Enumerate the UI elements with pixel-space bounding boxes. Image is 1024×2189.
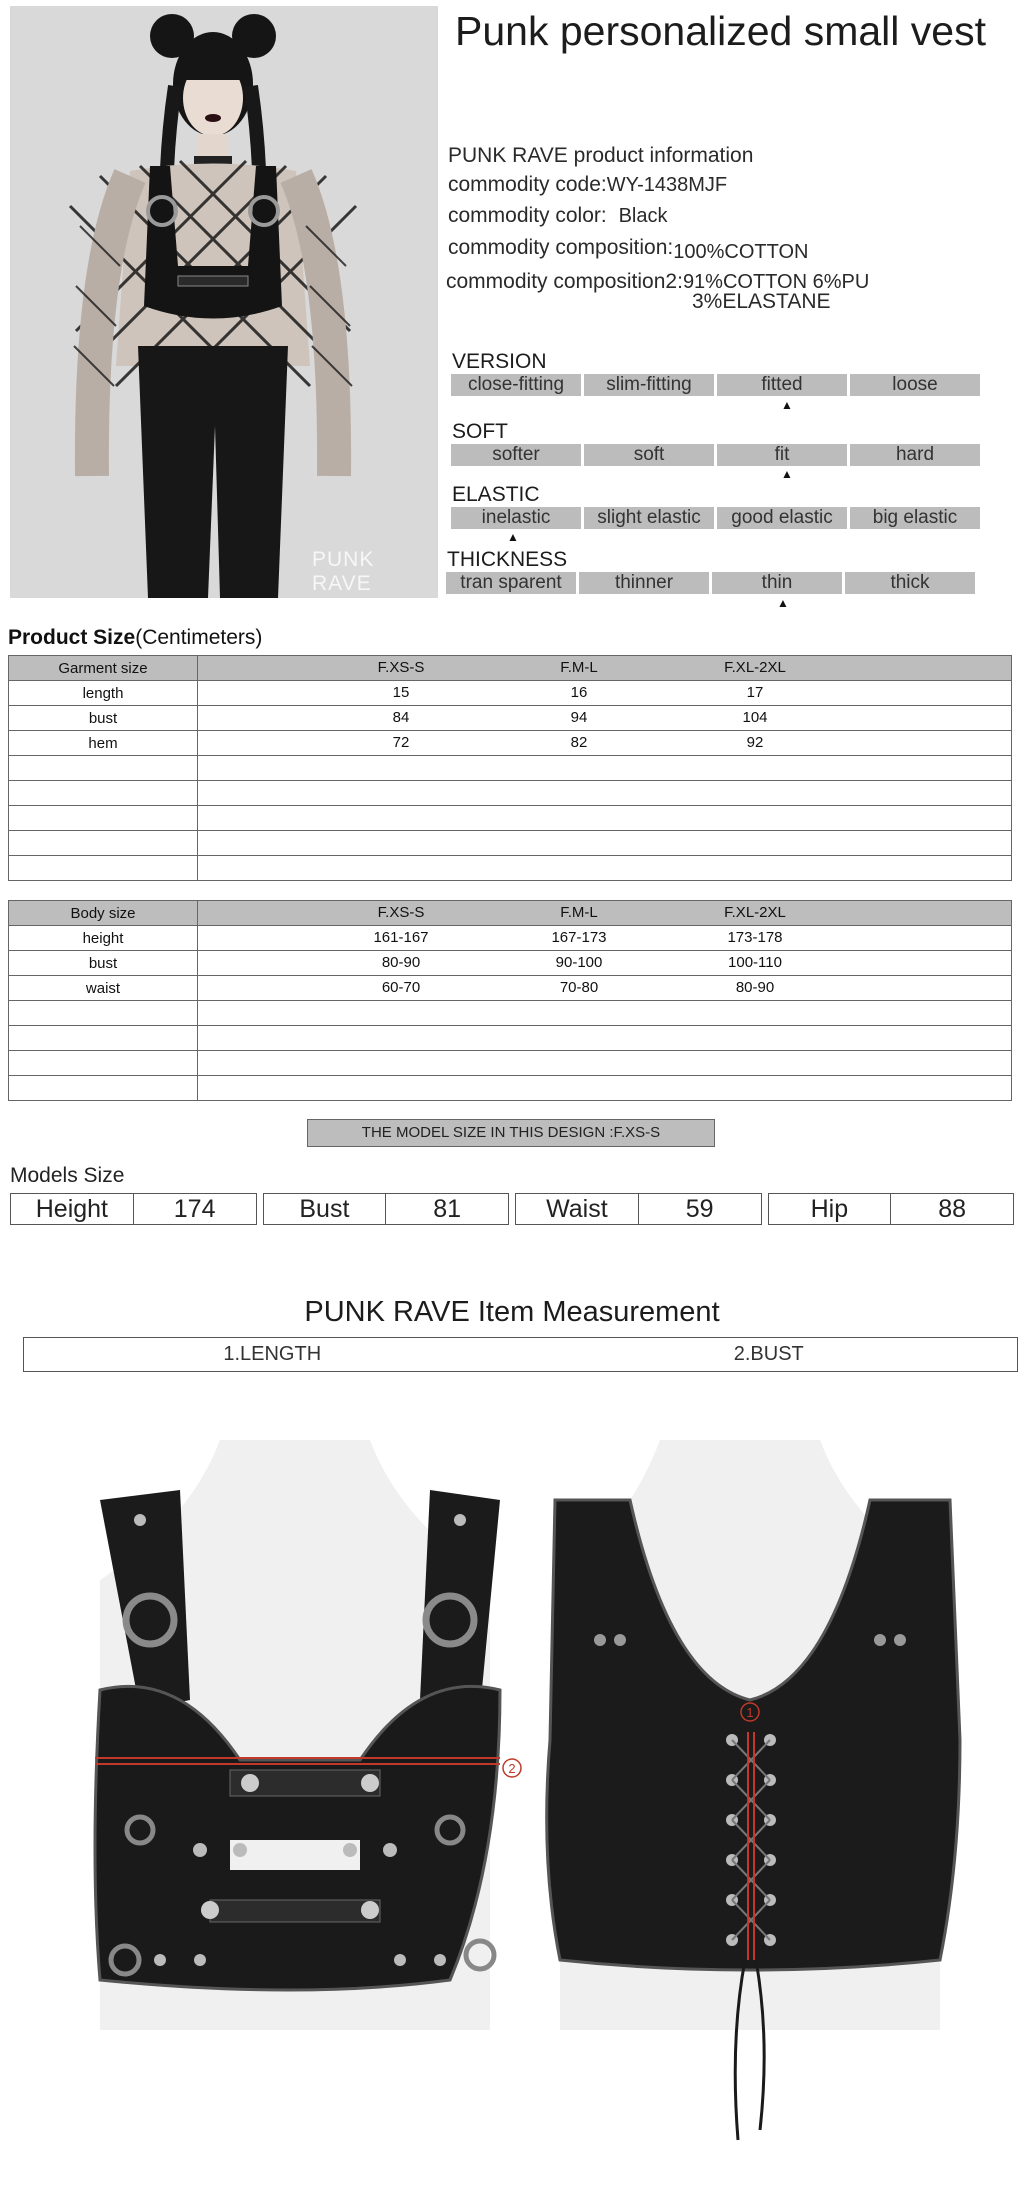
table-row <box>9 926 1012 951</box>
row-label: waist <box>9 976 198 1001</box>
table-cell: 161-167 <box>373 929 429 946</box>
commodity-color-row <box>448 204 667 228</box>
commodity-composition-row <box>448 236 809 263</box>
product-size-heading-bold: Product Size <box>8 626 136 649</box>
body-size-table <box>8 900 1012 1101</box>
elastic-label: ELASTIC <box>452 483 540 506</box>
size-column-header: F.XS-S <box>377 659 425 676</box>
table-cell: 16 <box>570 684 588 701</box>
table-cell: 100-110 <box>728 954 782 971</box>
product-size-heading <box>8 626 262 650</box>
model-bust-label: Bust <box>264 1194 387 1224</box>
commodity-color-value: Black <box>618 205 668 227</box>
table-row <box>9 731 1012 756</box>
table-cell: 94 <box>570 709 588 726</box>
soft-option: hard <box>850 444 980 466</box>
model-hip-group <box>768 1193 1015 1225</box>
vest-front-illustration <box>70 1440 530 2030</box>
soft-option-selected: fit <box>717 444 847 466</box>
bust-marker-number: 2 <box>508 1761 516 1776</box>
model-height-value: 174 <box>173 1195 216 1223</box>
model-size-note: THE MODEL SIZE IN THIS DESIGN :F.XS-S <box>307 1119 715 1147</box>
measurement-legend <box>23 1337 1018 1372</box>
garment-size-header: Garment size <box>9 656 198 681</box>
empty-row <box>9 856 1012 881</box>
table-cell: 15 <box>392 684 410 701</box>
table-cell: 60-70 <box>381 979 421 996</box>
measurement-title: PUNK RAVE Item Measurement <box>304 1296 720 1328</box>
table-row <box>9 706 1012 731</box>
table-cell: 82 <box>570 734 588 751</box>
table-row <box>9 951 1012 976</box>
thickness-scale <box>446 572 975 594</box>
table-cell: 17 <box>746 684 764 701</box>
elastic-option-selected: inelastic <box>451 507 581 529</box>
elastic-option: slight elastic <box>584 507 714 529</box>
empty-row <box>9 756 1012 781</box>
commodity-composition-label: commodity composition: <box>448 236 674 259</box>
empty-row <box>9 806 1012 831</box>
model-bust-group <box>263 1193 510 1225</box>
table-cell: 167-173 <box>551 929 607 946</box>
models-size-label: Models Size <box>10 1164 125 1187</box>
table-header-row <box>9 656 1012 681</box>
model-bust-value: 81 <box>433 1195 462 1223</box>
empty-row <box>9 781 1012 806</box>
size-column-header: F.XS-S <box>377 904 425 921</box>
empty-row <box>9 1076 1012 1101</box>
empty-row <box>9 1001 1012 1026</box>
model-figure-illustration <box>10 6 438 598</box>
commodity-composition2-value-line1: 91%COTTON 6%PU <box>682 271 870 293</box>
vest-back-view <box>520 1440 980 2184</box>
table-cell: 92 <box>746 734 764 751</box>
row-label: bust <box>9 706 198 731</box>
measurement-item-length: 1.LENGTH <box>223 1343 322 1365</box>
table-row <box>9 976 1012 1001</box>
thickness-selected-marker-icon: ▲ <box>777 596 789 610</box>
commodity-code-row <box>448 173 727 197</box>
model-hip-label: Hip <box>769 1194 892 1224</box>
version-selected-marker-icon: ▲ <box>781 398 793 412</box>
table-cell: 84 <box>392 709 410 726</box>
table-row <box>9 681 1012 706</box>
soft-option: softer <box>451 444 581 466</box>
size-column-header: F.XL-2XL <box>724 904 786 921</box>
watermark-text: PUNK RAVE <box>312 548 375 595</box>
empty-row <box>9 1051 1012 1076</box>
empty-row <box>9 1026 1012 1051</box>
elastic-scale <box>451 507 980 529</box>
commodity-composition2-value-line2: 3%ELASTANE <box>692 290 831 313</box>
measurement-item-bust: 2.BUST <box>733 1343 804 1365</box>
model-height-label: Height <box>11 1194 134 1224</box>
model-hip-value: 88 <box>938 1195 967 1223</box>
size-column-header: F.XL-2XL <box>724 659 786 676</box>
soft-scale <box>451 444 980 466</box>
product-title: Punk personalized small vest <box>455 8 986 54</box>
elastic-selected-marker-icon: ▲ <box>507 530 519 544</box>
thickness-option: thinner <box>579 572 709 594</box>
garment-size-table <box>8 655 1012 881</box>
version-option: close-fitting <box>451 374 581 396</box>
table-header-row <box>9 901 1012 926</box>
commodity-color-label: commodity color: <box>448 204 607 227</box>
product-size-heading-unit: (Centimeters) <box>135 626 263 649</box>
commodity-code-value: WY-1438MJF <box>606 174 728 196</box>
info-heading: PUNK RAVE product information <box>448 144 754 167</box>
length-marker-number: 1 <box>746 1705 754 1720</box>
soft-label: SOFT <box>452 420 508 443</box>
body-size-header: Body size <box>9 901 198 926</box>
size-column-header: F.M-L <box>560 904 598 921</box>
version-option-selected: fitted <box>717 374 847 396</box>
row-label: height <box>9 926 198 951</box>
thickness-label: THICKNESS <box>447 548 568 571</box>
version-option: loose <box>850 374 980 396</box>
row-label: length <box>9 681 198 706</box>
elastic-option: big elastic <box>850 507 980 529</box>
version-scale <box>451 374 980 396</box>
row-label: hem <box>9 731 198 756</box>
table-cell: 90-100 <box>555 954 603 971</box>
empty-row <box>9 831 1012 856</box>
size-column-header: F.M-L <box>560 659 598 676</box>
model-photo <box>10 6 438 598</box>
models-size-row <box>10 1193 1014 1225</box>
vest-back-illustration <box>520 1440 980 2184</box>
vest-front-view <box>70 1440 530 2030</box>
model-waist-label: Waist <box>516 1194 639 1224</box>
table-cell: 80-90 <box>735 979 775 996</box>
model-height-group <box>10 1193 257 1225</box>
commodity-code-label: commodity code: <box>448 173 607 196</box>
row-label: bust <box>9 951 198 976</box>
table-cell: 173-178 <box>727 929 783 946</box>
model-waist-group <box>515 1193 762 1225</box>
commodity-composition-value: 100%COTTON <box>673 241 809 263</box>
version-label: VERSION <box>452 350 547 373</box>
table-cell: 104 <box>742 709 768 726</box>
table-cell: 70-80 <box>559 979 599 996</box>
commodity-composition2-label: commodity composition2: <box>446 270 683 293</box>
table-cell: 72 <box>392 734 410 751</box>
table-cell: 80-90 <box>381 954 421 971</box>
version-option: slim-fitting <box>584 374 714 396</box>
thickness-option: tran sparent <box>446 572 576 594</box>
elastic-option: good elastic <box>717 507 847 529</box>
thickness-option-selected: thin <box>712 572 842 594</box>
thickness-option: thick <box>845 572 975 594</box>
soft-option: soft <box>584 444 714 466</box>
model-waist-value: 59 <box>685 1195 714 1223</box>
soft-selected-marker-icon: ▲ <box>781 467 793 481</box>
